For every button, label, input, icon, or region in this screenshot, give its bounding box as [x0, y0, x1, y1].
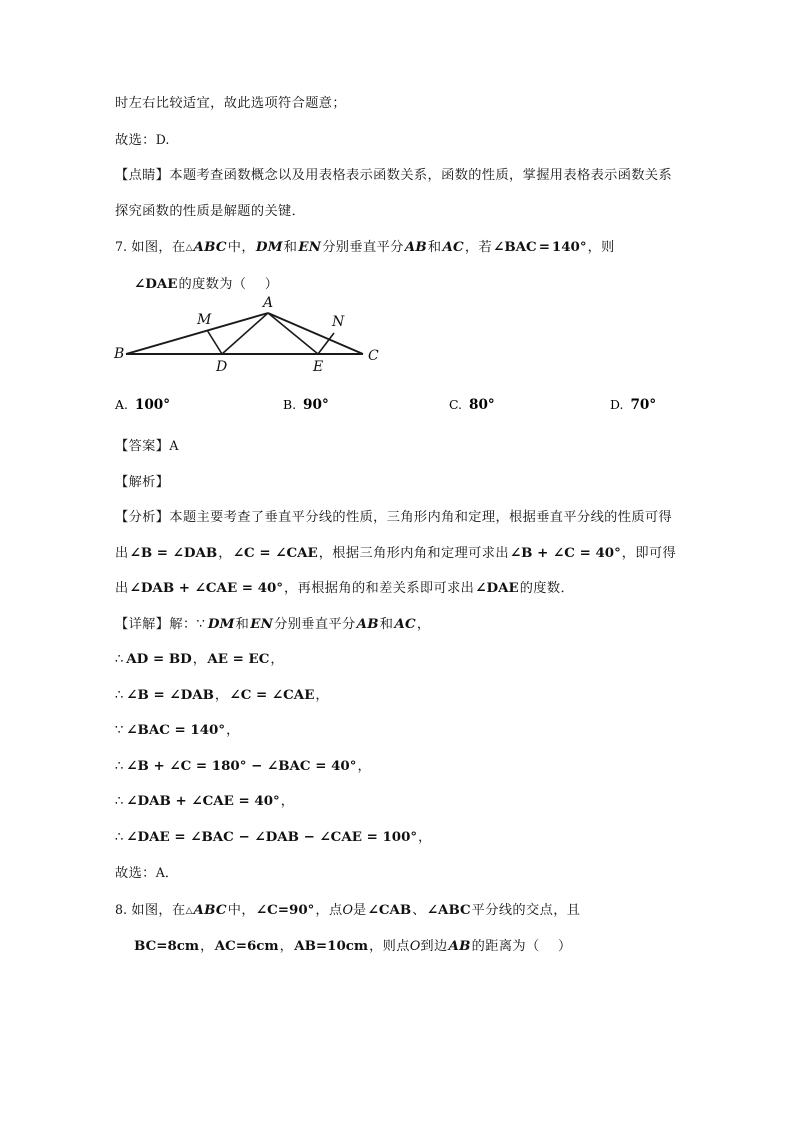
fenxi-text-3: ，根据三角形内角和定理可求出 [318, 545, 509, 561]
q8-bc: BC=8cm [134, 938, 200, 954]
q7-tri-abc: ABC [193, 239, 227, 255]
step2-end: ， [315, 687, 329, 703]
dianjing-block [115, 158, 685, 229]
option-a-label: A. [115, 397, 128, 412]
fenxi-label: 【分析】 [115, 510, 170, 525]
q7-segment-dm: DM [255, 239, 283, 255]
segment-ae [268, 313, 318, 354]
question-8-stem-line-2 [115, 929, 685, 965]
label-b: B [114, 346, 125, 362]
label-a: A [263, 295, 274, 311]
q8-part-4: 是 [353, 902, 367, 918]
detail-line-0 [115, 607, 685, 643]
answer-value: A [169, 438, 179, 453]
label-m: M [197, 312, 212, 328]
q7-angle-bac: ∠BAC [493, 239, 537, 255]
label-d: D [216, 359, 228, 375]
step2-eq-1: ∠B = ∠DAB [126, 686, 214, 703]
q8-part-1: 如图，在 [131, 902, 186, 918]
therefore-symbol-4: ∴ [115, 758, 124, 774]
q7-stem-part-7: ） [264, 276, 279, 292]
step0-ac: AC [394, 615, 416, 632]
question-8-number: 8. [115, 901, 128, 917]
question-7-analysis [115, 500, 685, 607]
conclusion-answer: A [155, 865, 165, 880]
segment-ac [268, 313, 363, 354]
q8-side-ab: AB [448, 938, 471, 954]
label-c: C [368, 348, 379, 364]
q7-and-1: 和 [283, 240, 298, 255]
step0-dm: DM [207, 615, 235, 632]
q8-tri-abc: ABC [193, 901, 227, 918]
step2-eq-2: ∠C = ∠CAE [229, 686, 315, 703]
detail-line-2 [115, 678, 685, 714]
step1-eq-1: AD = BD [126, 651, 192, 667]
q8-part-7: ，则点 [369, 939, 410, 954]
step0-ab: AB [356, 615, 379, 632]
step0-and-2: 和 [379, 616, 394, 632]
q7-bac-value: 140° [551, 239, 587, 255]
question-8-stem-line-1 [115, 892, 685, 930]
fenxi-eq-1: ∠B = ∠DAB [129, 544, 218, 561]
q8-part-5: 、 [412, 902, 426, 918]
step5-end: ， [280, 794, 295, 809]
fenxi-text-6: 的度数． [519, 581, 575, 596]
triangle-diagram-svg [110, 290, 400, 382]
q8-ab: AB=10cm [294, 938, 369, 954]
q8-point-o-2: O [409, 939, 421, 954]
q8-comma-2: ， [279, 939, 294, 954]
step5-eq: ∠DAB + ∠CAE = 40° [126, 793, 280, 809]
q7-stem-part-5: ，则 [587, 240, 615, 255]
q7-stem-part-6: 的度数为（ [178, 276, 247, 292]
carryover-line-1: 时左右比较适宜，故此选项符合题意； [115, 96, 346, 111]
q8-part-9: 的距离为（ [471, 939, 540, 954]
option-d-value: 70° [630, 397, 657, 413]
step3-end: ， [226, 723, 240, 738]
triangle-icon-q8: △ [185, 905, 193, 916]
option-b[interactable] [283, 394, 329, 413]
q8-part-2: 中， [227, 902, 255, 918]
q8-comma-1: ， [200, 939, 214, 954]
step6-end: ， [418, 829, 432, 845]
q7-equals-sign: = [538, 239, 550, 255]
q7-segment-ab: AB [404, 239, 427, 255]
step1-sep: ， [192, 652, 207, 667]
question-7-number: 7. [115, 239, 128, 254]
q8-angle-c: ∠C=90° [255, 901, 315, 918]
detail-line-3 [115, 713, 685, 749]
option-d-label: D. [610, 397, 624, 412]
step0-en: EN [250, 615, 274, 632]
fenxi-eq-2: ∠C = ∠CAE [232, 544, 318, 561]
option-b-label: B. [283, 397, 297, 412]
fenxi-eq-4: ∠DAB + ∠CAE = 40° [129, 580, 284, 596]
question-7-conclusion [115, 855, 685, 892]
fenxi-text-4: ，即可得出 [115, 545, 677, 596]
label-e: E [313, 359, 324, 375]
conclusion-prefix: 故选： [115, 866, 156, 881]
option-b-value: 90° [303, 397, 329, 413]
option-a-value: 100° [134, 397, 171, 413]
option-c-label: C. [449, 397, 462, 412]
fenxi-text-1: 本题主要考查了垂直平分线的性质，三角形内角和定理，根据垂直平分线的性质可得出 [115, 510, 673, 561]
conclusion-suffix: ． [164, 866, 179, 881]
q8-point-o-1: O [342, 902, 354, 918]
triangle-icon: △ [185, 243, 193, 253]
option-a[interactable] [115, 394, 170, 413]
carryover-answer-period: . [165, 131, 170, 147]
q8-part-3: ，点 [315, 902, 343, 918]
step0-end: ， [416, 616, 431, 632]
question-7-figure [110, 290, 400, 382]
question-7-stem-line-1 [115, 229, 685, 267]
fenxi-text-2: ， [218, 545, 232, 561]
detail-line-5 [115, 784, 685, 820]
option-d[interactable] [610, 394, 656, 413]
step0-mid: 分别垂直平分 [274, 616, 356, 632]
label-n: N [332, 314, 345, 330]
therefore-symbol-5: ∴ [115, 794, 124, 809]
q7-angle-dae: ∠DAE [134, 275, 178, 292]
step4-end: ， [357, 758, 372, 774]
option-c[interactable] [449, 394, 495, 413]
q8-part-8: 到边 [420, 939, 448, 954]
q7-stem-part-1: 如图，在 [131, 240, 186, 255]
xiangjie-label: 【详解】 [115, 616, 170, 632]
q8-answer-blank[interactable] [540, 939, 558, 954]
carryover-line-2 [115, 122, 685, 159]
q7-stem-part-2: 中， [227, 240, 255, 255]
q7-stem-part-4: ，若 [464, 240, 493, 255]
q8-part-6: 平分线的交点，且 [471, 902, 581, 918]
question-7-options [115, 394, 685, 428]
step2-sep: ， [214, 687, 229, 703]
q7-segment-en: EN [298, 239, 322, 255]
carryover-answer-letter: D [155, 131, 166, 147]
detail-line-6 [115, 820, 685, 856]
therefore-symbol-6: ∴ [115, 829, 124, 845]
page-content [115, 86, 685, 965]
dianjing-text: 本题考查函数概念以及用表格表示函数关系，函数的性质，掌握用表格表示函数关系探究函数的性质是解题的关键． [115, 168, 673, 219]
jiexi-label: 【解析】 [115, 474, 170, 490]
question-7-explain-label [115, 465, 685, 501]
because-symbol-3: ∵ [115, 723, 124, 738]
step1-eq-2: AE = EC [207, 651, 270, 667]
step3-eq: ∠BAC = 140° [126, 722, 226, 738]
gu-xuan-label: 故选： [115, 132, 156, 148]
step0-and-1: 和 [235, 616, 250, 632]
option-c-value: 80° [468, 397, 495, 413]
dianjing-label: 【点睛】 [115, 168, 170, 183]
fenxi-text-5: ，再根据角的和差关系即可求出 [284, 581, 475, 596]
answer-label: 【答案】 [115, 439, 170, 454]
q8-part-10: ） [557, 939, 572, 954]
question-7-answer-line [115, 428, 685, 465]
step6-eq: ∠DAE = ∠BAC − ∠DAB − ∠CAE = 100° [126, 828, 418, 845]
q7-and-2: 和 [427, 240, 442, 255]
because-symbol-0: ∵ [196, 616, 205, 632]
therefore-symbol-1: ∴ [115, 652, 124, 667]
step1-end: ， [270, 652, 284, 667]
fenxi-eq-5: ∠DAE [475, 580, 519, 596]
q8-ac: AC=6cm [214, 938, 279, 954]
q7-stem-part-3: 分别垂直平分 [322, 240, 404, 255]
step4-eq: ∠B + ∠C = 180° − ∠BAC = 40° [126, 757, 357, 774]
xiangjie-solve: 解： [169, 616, 197, 632]
segment-md [207, 330, 222, 354]
therefore-symbol-2: ∴ [115, 687, 124, 703]
detail-line-4 [115, 749, 685, 785]
fenxi-eq-3: ∠B + ∠C = 40° [509, 544, 621, 561]
q7-segment-ac: AC [442, 239, 464, 255]
detail-line-1 [115, 642, 685, 678]
q8-angle-abc: ∠ABC [426, 901, 471, 918]
q8-angle-cab: ∠CAB [367, 901, 412, 918]
